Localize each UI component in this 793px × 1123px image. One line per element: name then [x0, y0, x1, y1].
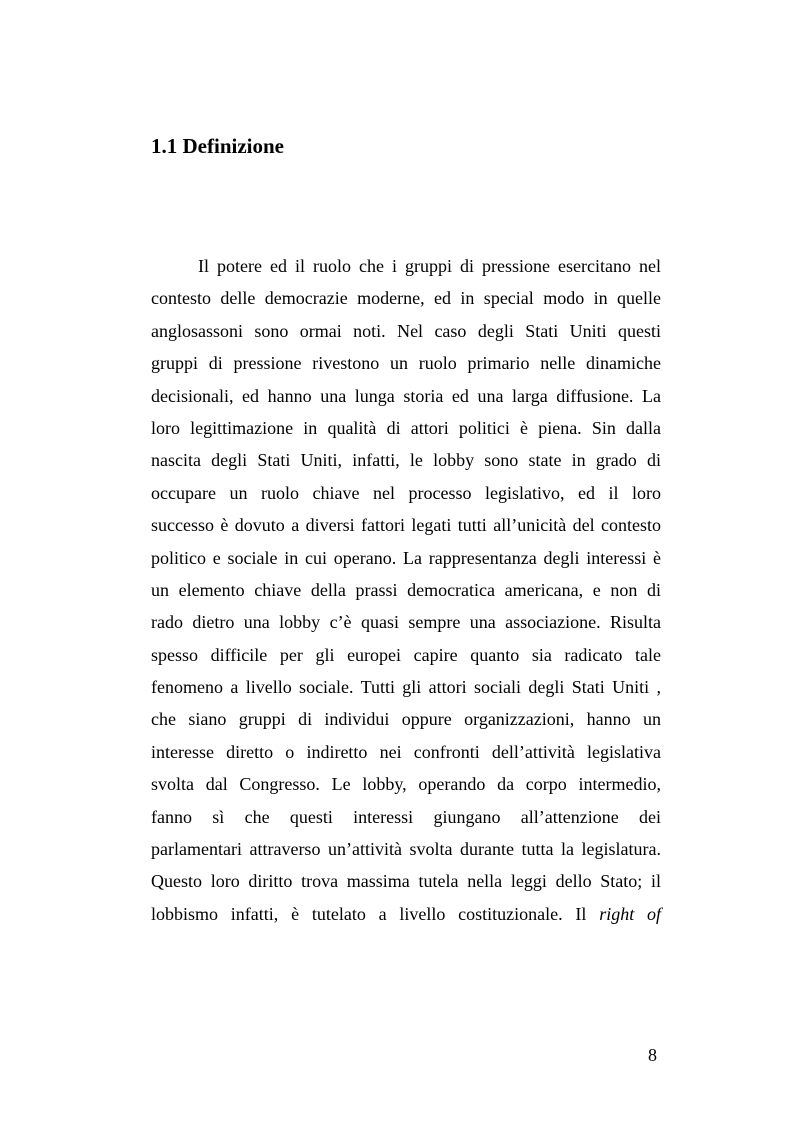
paragraph-line: spesso difficile per gli europei capire quanto sia radicato tale: [151, 644, 661, 665]
paragraph-line: occupare un ruolo chiave nel processo legislativo, ed il loro: [151, 482, 661, 503]
paragraph-line: loro legittimazione in qualità di attori politici è piena. Sin dalla: [151, 417, 661, 438]
paragraph-line: politico e sociale in cui operano. La rappresentanza degli interessi è: [151, 547, 661, 568]
paragraph-line: Questo loro diritto trova massima tutela nella leggi dello Stato; il: [151, 871, 661, 892]
section-heading: 1.1 Definizione: [151, 134, 284, 158]
paragraph-line: Il potere ed il ruolo che i gruppi di pressione esercitano nel: [198, 256, 661, 276]
paragraph-line: svolta dal Congresso. Le lobby, operando da corpo intermedio,: [151, 774, 661, 795]
paragraph-line: anglosassoni sono ormai noti. Nel caso degli Stati Uniti questi: [151, 320, 661, 341]
paragraph-line: nascita degli Stati Uniti, infatti, le lobby sono state in grado di: [151, 450, 661, 471]
paragraph-line: successo è dovuto a diversi fattori legati tutti all’unicità del contesto: [151, 515, 661, 536]
paragraph-line: un elemento chiave della prassi democratica americana, e non di: [151, 579, 661, 600]
paragraph-line: interesse diretto o indiretto nei confronti dell’attività legislativa: [151, 741, 661, 762]
paragraph-line: gruppi di pressione rivestono un ruolo primario nelle dinamiche: [151, 353, 661, 374]
paragraph-line: fanno sì che questi interessi giungano all’attenzione dei: [151, 806, 661, 827]
page-number: 8: [648, 1045, 657, 1065]
paragraph-line: parlamentari attraverso un’attività svolta durante tutta la legislatura.: [151, 839, 661, 860]
paragraph-line-last: [151, 898, 661, 930]
paragraph-line-text: lobbismo infatti, è tutelato a livello costituzionale. Il: [151, 903, 587, 924]
paragraph-line: fenomeno a livello sociale. Tutti gli attori sociali degli Stati Uniti ,: [151, 677, 661, 698]
italic-phrase: right of: [599, 903, 661, 924]
paragraph-line: che siano gruppi di individui oppure organizzazioni, hanno un: [151, 709, 661, 730]
body-paragraph: [151, 250, 661, 930]
paragraph-line: rado dietro una lobby c’è quasi sempre una associazione. Risulta: [151, 612, 661, 633]
paragraph-line: contesto delle democrazie moderne, ed in special modo in quelle: [151, 288, 661, 309]
paragraph-line: decisionali, ed hanno una lunga storia ed una larga diffusione. La: [151, 385, 661, 406]
